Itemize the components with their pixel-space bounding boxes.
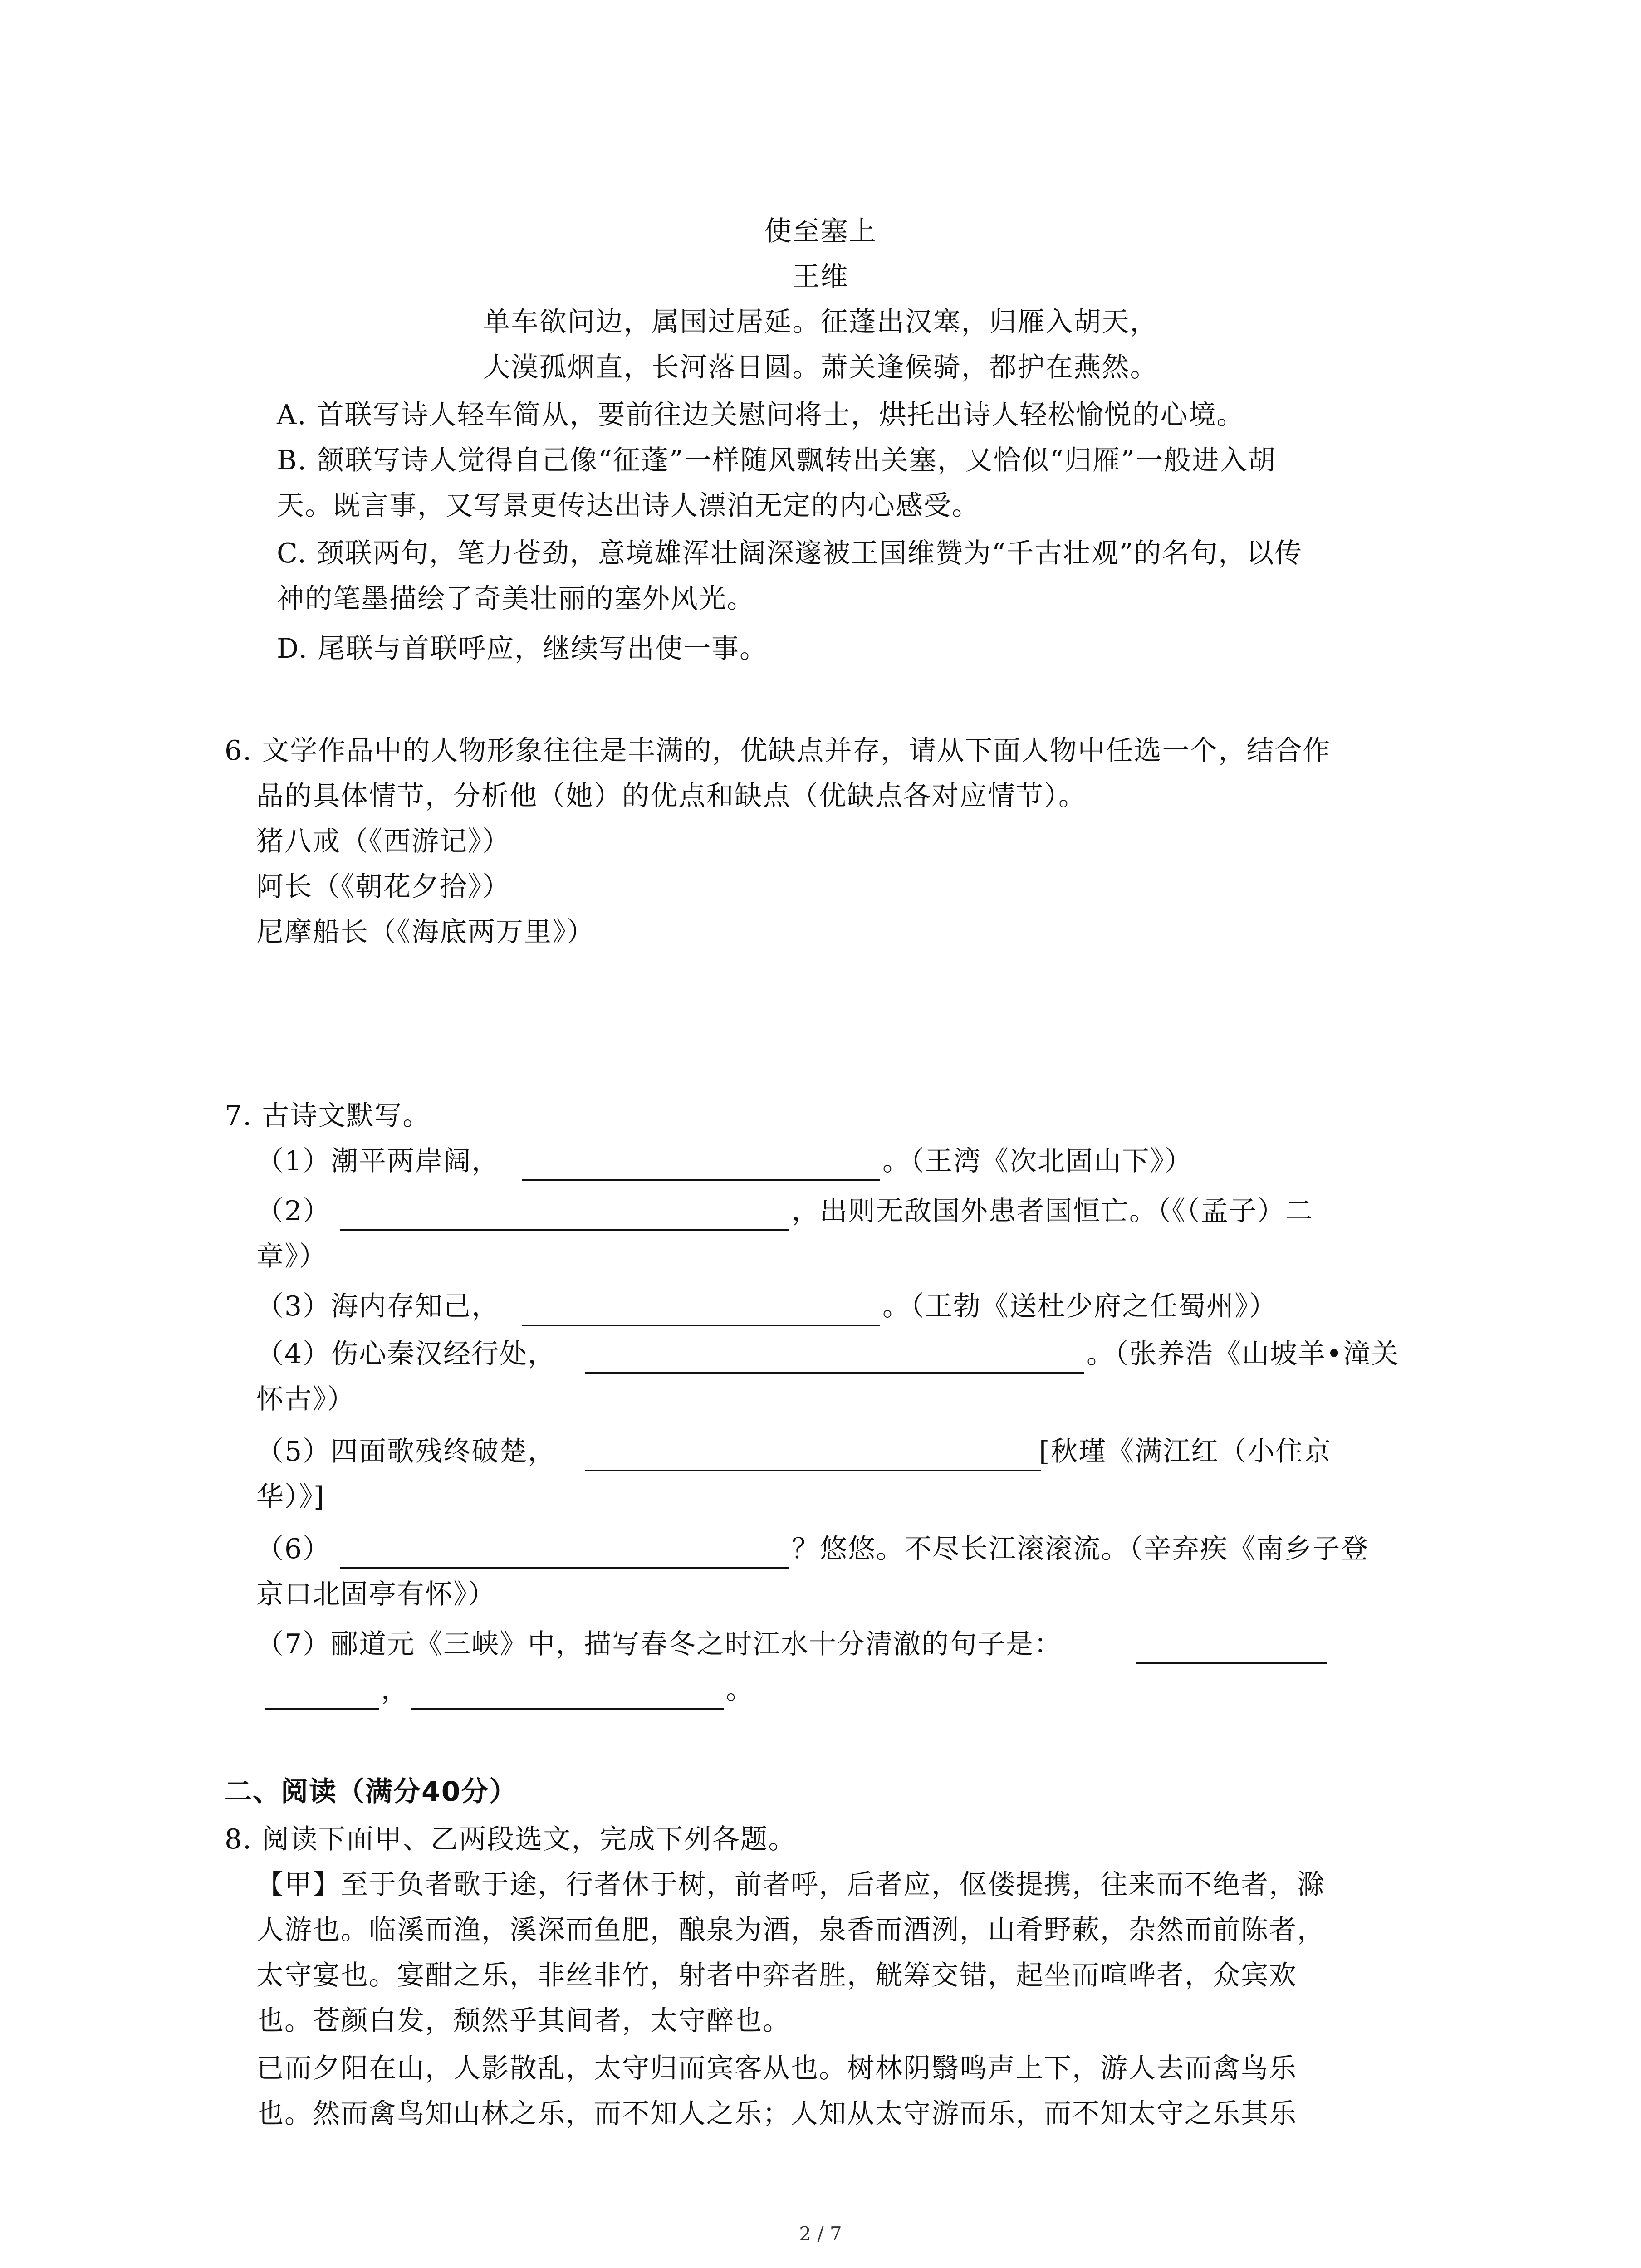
poem-author: 王维 (792, 261, 849, 293)
poem-line-2: 大漠孤烟直，长河落日圆。萧关逢候骑，都护在燕然。 (483, 352, 1158, 383)
q7-item-2-prefix: （2） (256, 1195, 331, 1227)
q7-item-4-blank[interactable] (585, 1372, 1084, 1374)
poem-title: 使至塞上 (764, 215, 877, 247)
q8-title: 8. 阅读下面甲、乙两段选文，完成下列各题。 (225, 1823, 797, 1855)
option-b-line-1: B. 颔联写诗人觉得自己像“征蓬”一样随风飘转出关塞，又恰似“归雁”一般进入胡 (277, 445, 1276, 476)
q8-passage-line-5: 已而夕阳在山，人影散乱，太守归而宾客从也。树林阴翳鸣声上下，游人去而禽鸟乐 (256, 2053, 1297, 2084)
option-b-line-2: 天。既言事，又写景更传达出诗人漂泊无定的内心感受。 (277, 490, 980, 522)
q8-passage-line-2: 人游也。临溪而渔，溪深而鱼肥，酿泉为酒，泉香而酒洌，山肴野蔌，杂然而前陈者， (256, 1914, 1325, 1946)
section-2-heading: 二、阅读（满分40分） (225, 1776, 518, 1808)
q7-item-7-end: 。 (726, 1674, 754, 1706)
q7-item-7-comma: ， (381, 1674, 409, 1706)
poem-line-1: 单车欲问边，属国过居延。征蓬出汉塞，归雁入胡天， (483, 306, 1158, 338)
q7-item-5-suffix: [秋瑾《满江红（小住京 (1039, 1436, 1332, 1467)
q6-option-2: 阿长（《朝花夕拾》） (256, 871, 510, 903)
q7-item-6-blank[interactable] (340, 1567, 789, 1569)
q7-item-2-suffix: ，出则无敌国外患者国恒亡。（《（孟子）二 (792, 1195, 1313, 1227)
q7-item-4-suffix: 。（张养浩《山坡羊•潼关 (1087, 1338, 1400, 1370)
page-number: 2 / 7 (799, 2223, 842, 2245)
option-c-line-1: C. 颈联两句，笔力苍劲，意境雄浑壮阔深邃被王国维赞为“千古壮观”的名句，以传 (277, 538, 1303, 569)
q7-item-5-prefix: （5）四面歌残终破楚， (256, 1436, 556, 1467)
q6-line-2: 品的具体情节，分析他（她）的优点和缺点（优缺点各对应情节）。 (256, 780, 1087, 812)
q7-item-6-suffix: ？悠悠。不尽长江滚滚流。（辛弃疾《南乡子登 (792, 1533, 1369, 1565)
q7-item-4-prefix: （4）伤心秦汉经行处， (256, 1338, 556, 1370)
q8-passage-line-3: 太守宴也。宴酣之乐，非丝非竹，射者中弈者胜，觥筹交错，起坐而喧哗者，众宾欢 (256, 1960, 1297, 1991)
q8-passage-line-4: 也。苍颜白发，颓然乎其间者，太守醉也。 (256, 2005, 791, 2037)
q7-item-5-blank[interactable] (585, 1470, 1041, 1471)
option-a: A. 首联写诗人轻车简从，要前往边关慰问将士，烘托出诗人轻松愉悦的心境。 (277, 399, 1245, 431)
q7-item-4-tail: 怀古》） (256, 1383, 355, 1415)
q7-item-2-blank[interactable] (340, 1229, 789, 1231)
q8-passage-line-6: 也。然而禽鸟知山林之乐，而不知人之乐；人知从太守游而乐，而不知太守之乐其乐 (256, 2098, 1297, 2130)
q7-item-3-prefix: （3）海内存知己， (256, 1290, 500, 1322)
q7-item-7-prefix: （7）郦道元《三峡》中，描写春冬之时江水十分清澈的句子是： (256, 1628, 1063, 1660)
q7-title: 7. 古诗文默写。 (225, 1100, 431, 1132)
q7-item-7-blank-1[interactable] (1136, 1662, 1327, 1664)
q7-item-2-tail: 章》） (256, 1241, 327, 1272)
q7-item-7-blank-2[interactable] (265, 1708, 379, 1710)
q6-option-3: 尼摩船长（《海底两万里》） (256, 916, 595, 948)
q6-line-1: 6. 文学作品中的人物形象往往是丰满的，优缺点并存，请从下面人物中任选一个，结合作 (225, 735, 1331, 767)
q8-passage-line-1: 【甲】至于负者歌于途，行者休于树，前者呼，后者应，伛偻提携，往来而不绝者，滁 (256, 1869, 1325, 1901)
q7-item-6-tail: 京口北固亭有怀》） (256, 1579, 496, 1610)
q7-item-1-blank[interactable] (522, 1179, 880, 1181)
q7-item-6-prefix: （6） (256, 1533, 331, 1565)
q7-item-5-tail: 华）》] (256, 1481, 325, 1513)
q7-item-7-blank-3[interactable] (411, 1708, 724, 1710)
q7-item-3-suffix: 。（王勃《送杜少府之任蜀州》） (882, 1290, 1277, 1322)
option-d: D. 尾联与首联呼应，继续写出使一事。 (277, 633, 768, 665)
q7-item-1-prefix: （1）潮平两岸阔， (256, 1145, 500, 1177)
q7-item-1-suffix: 。（王湾《次北固山下》） (882, 1145, 1193, 1177)
option-c-line-2: 神的笔墨描绘了奇美壮丽的塞外风光。 (277, 583, 755, 615)
q7-item-3-blank[interactable] (522, 1325, 880, 1326)
q6-option-1: 猪八戒（《西游记》） (256, 826, 510, 857)
